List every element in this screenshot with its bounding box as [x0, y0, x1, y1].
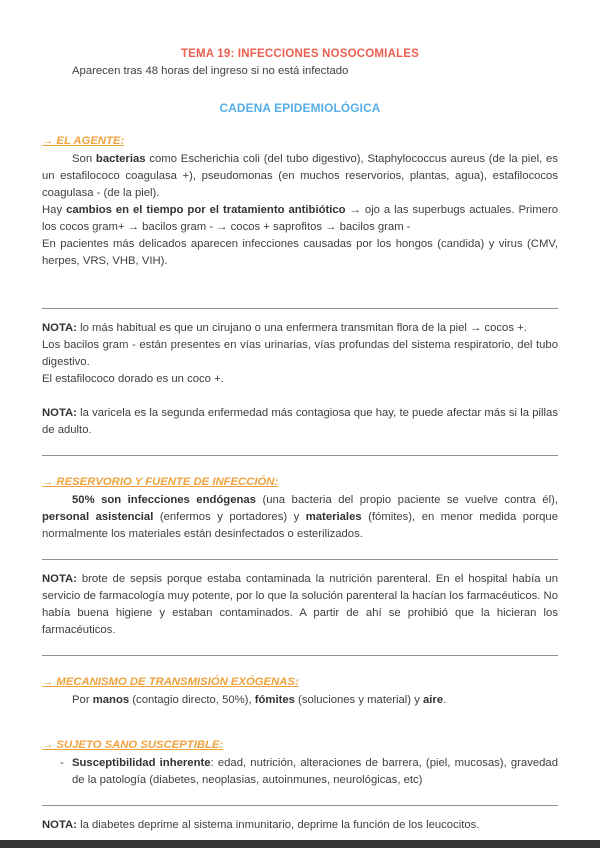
bullet-marker: - [60, 757, 64, 769]
list-item [42, 755, 558, 789]
paragraph-agente-3: En pacientes más delicados aparecen infecciones causadas por los hongos (candida) y virus (CMV, herpes, VRS, VHB, VIH). [42, 238, 558, 267]
section-heading-agente: → EL AGENTE: [42, 135, 125, 147]
nota-line: El estafilococo dorado es un coco +. [42, 373, 224, 385]
bold-run: manos [92, 694, 130, 706]
nota-block-3 [42, 571, 558, 639]
text-run: la diabetes deprime al sistema inmunitario, deprime la función de los leucocitos. [76, 819, 480, 831]
text-run: Hay [42, 204, 67, 216]
bold-run: fómites [254, 694, 295, 706]
text-run: la varicela es la segunda enfermedad más contagiosa que hay, te puede afectar más si la pillas de adulto. [42, 407, 558, 436]
divider [42, 805, 558, 806]
text-run: → ojo a las superbugs actuales. Primero los cocos gram+ → bacilos gram - → cocos + saprofitos → bacilos gram - [42, 204, 558, 233]
nota-label: NOTA: [42, 819, 77, 831]
section-heading-mecanismo: → MECANISMO DE TRANSMISIÓN EXÓGENAS: [42, 676, 299, 688]
text-run: (fómites), en menor medida porque normalmente los materiales están desinfectados o esterilizados. [42, 511, 558, 540]
nota-label: NOTA: [42, 407, 77, 419]
text-run: Por [72, 694, 93, 706]
nota-block-1 [42, 320, 558, 388]
text-run: : edad, nutrición, alteraciones de barrera, (piel, mucosas), gravedad de la patología (diabetes, neoplasias, autoinmunes, neurológicas, etc) [72, 757, 558, 786]
bold-run: 50% son infecciones endógenas [72, 494, 256, 506]
bullet-text [72, 755, 558, 789]
text-run: (soluciones y material) y [294, 694, 423, 706]
text-run: Son [72, 153, 96, 165]
page-edge-bar [0, 840, 600, 848]
text-run: . [443, 694, 447, 706]
nota-line [42, 320, 558, 337]
paragraph-reservorio [42, 492, 558, 543]
bold-run: aire [423, 694, 444, 706]
intro-text: Aparecen tras 48 horas del ingreso si no está infectado [72, 65, 349, 77]
section-heading-sujeto: → SUJETO SANO SUSCEPTIBLE: [42, 739, 224, 751]
text-run: como Escherichia coli (del tubo digestivo), Staphylococcus aureus (de la piel, es un estafilococo coagulasa +), pseudomonas (en muchos reservorios, plantas, agua), estafilococos coagulasa - (de la piel). [42, 153, 558, 199]
text-run: brote de sepsis porque estaba contaminada la nutrición parenteral. En el hospital había un servicio de farmacología muy potente, por lo que la solución parenteral la hacían los farmacéuticos. No había buena higiene y estaban contaminados. A partir de ahí se prohibió que la hicieran los farmacéuticos. [42, 573, 558, 636]
nota-block-4 [42, 817, 558, 834]
nota-line: Los bacilos gram - están presentes en vías urinarias, vías profundas del sistema respiratorio, del tubo digestivo. [42, 339, 558, 368]
divider [42, 455, 558, 456]
nota-line [42, 571, 558, 639]
main-heading: CADENA EPIDEMIOLÓGICA [219, 101, 381, 115]
nota-block-2 [42, 405, 558, 439]
section-heading-reservorio: → RESERVORIO Y FUENTE DE INFECCIÓN: [42, 476, 279, 488]
bold-run: personal asistencial [42, 511, 154, 523]
nota-line [42, 405, 558, 439]
text-run: (enfermos y portadores) y [153, 511, 306, 523]
divider [42, 559, 558, 560]
nota-label: NOTA: [42, 322, 77, 334]
nota-label: NOTA: [42, 573, 77, 585]
bold-run: materiales [305, 511, 362, 523]
bold-run: bacterias [95, 153, 146, 165]
divider [42, 308, 558, 309]
text-run: (contagio directo, 50%), [129, 694, 255, 706]
text-run: (una bacteria del propio paciente se vuelve contra él), [255, 494, 558, 506]
text-run: lo más habitual es que un cirujano o una enfermera transmitan flora de la piel → cocos +. [76, 322, 527, 334]
paragraph-agente-1 [42, 151, 558, 202]
paragraph-agente-2 [42, 202, 558, 236]
page-title: TEMA 19: INFECCIONES NOSOCOMIALES [180, 48, 420, 60]
paragraph-mecanismo [42, 692, 558, 709]
bold-run: cambios en el tiempo por el tratamiento antibiótico [66, 204, 346, 216]
divider [42, 655, 558, 656]
bold-run: Susceptibilidad inherente [72, 757, 211, 769]
nota-line [42, 817, 558, 834]
